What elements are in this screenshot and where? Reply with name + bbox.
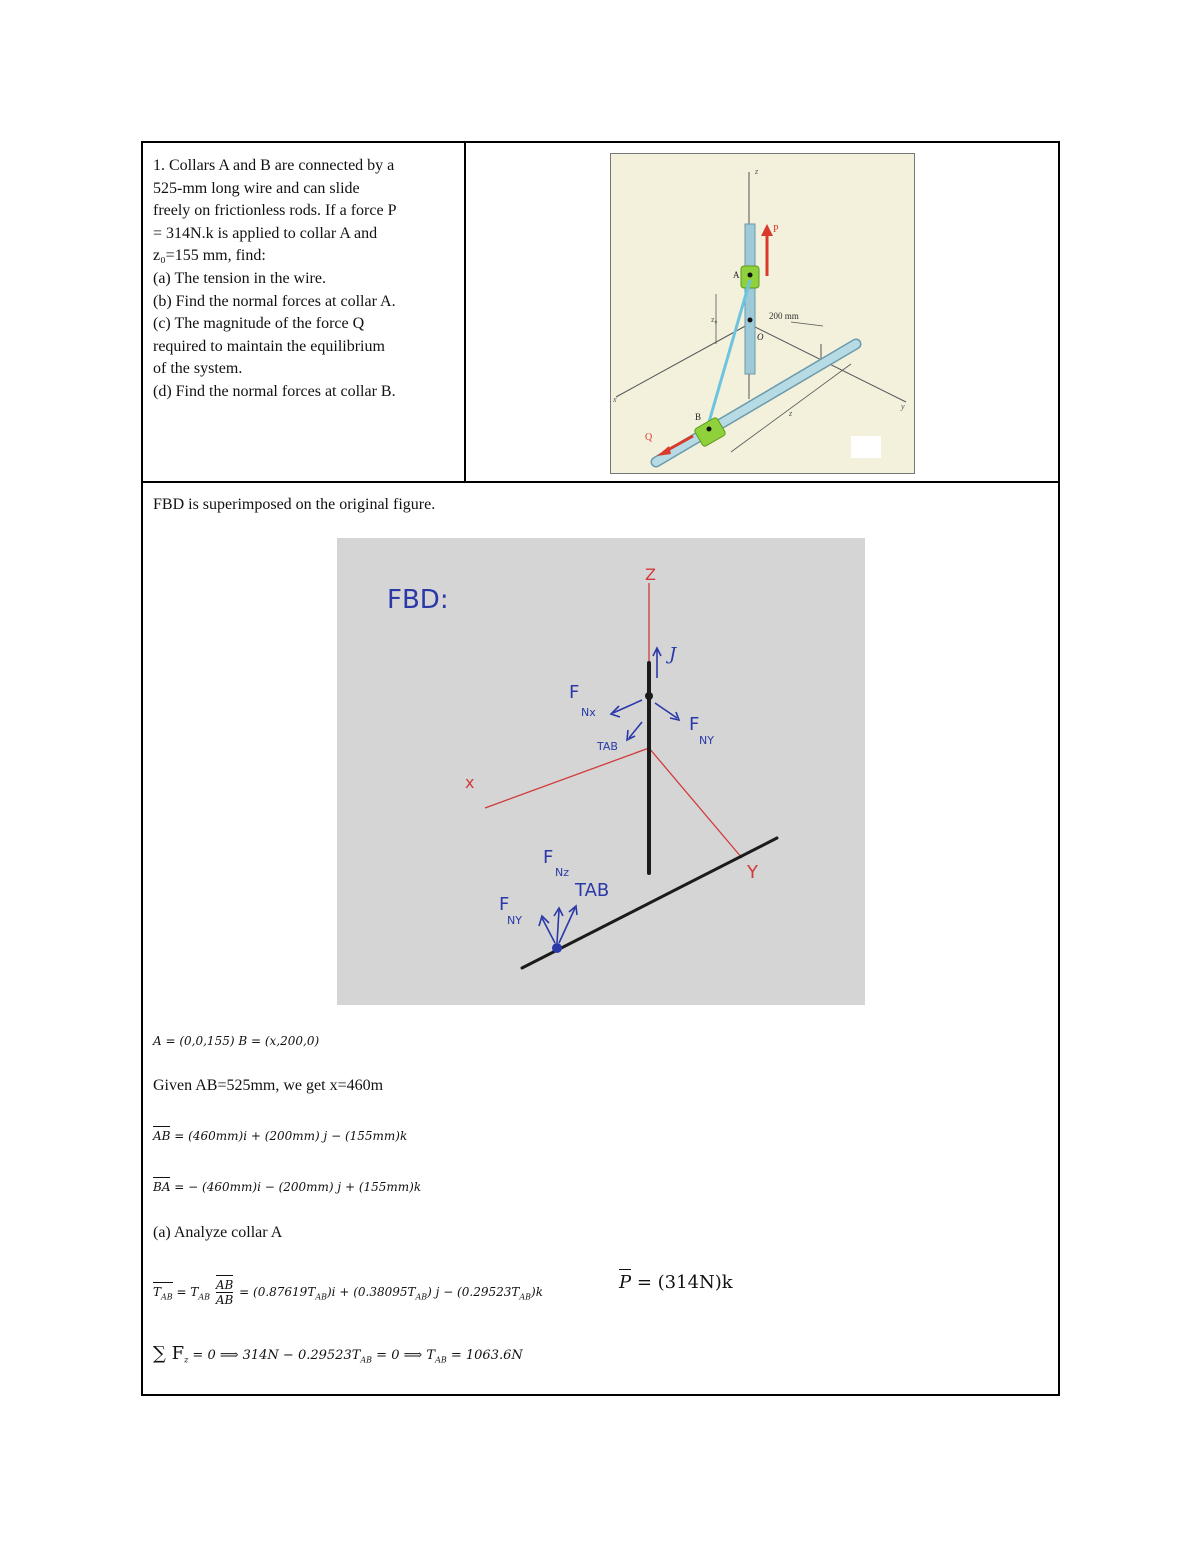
origin-label: O bbox=[757, 332, 764, 342]
collar-figure-svg bbox=[611, 154, 914, 473]
sum-rhs-1: = 0 ⟹ 314N − 0.29523T bbox=[188, 1348, 361, 1363]
force-p-label: P bbox=[773, 224, 779, 235]
fbd-tab-bottom-label: TAB bbox=[575, 880, 610, 901]
problem-line: 1. Collars A and B are connected by a bbox=[153, 157, 395, 174]
vector-ba-expr: = − (460mm)i − (200mm) j + (155mm)k bbox=[170, 1180, 422, 1194]
problem-table bbox=[141, 141, 1060, 1396]
fbd-svg bbox=[337, 538, 865, 1005]
part-a-heading: (a) Analyze collar A bbox=[153, 1224, 283, 1241]
tab-fraction bbox=[216, 1278, 233, 1307]
tab-fraction-num: AB bbox=[215, 1278, 234, 1292]
sum-rhs-2: = 0 ⟹ T bbox=[372, 1348, 436, 1363]
problem-line: required to maintain the equilibrium bbox=[153, 337, 385, 355]
fbd-fnx-sub: Nx bbox=[581, 706, 596, 719]
vector-ab-equation bbox=[153, 1129, 407, 1143]
tab-eq-subscript: AB bbox=[198, 1292, 211, 1302]
p-equation bbox=[619, 1272, 733, 1293]
horizontal-rod bbox=[656, 344, 856, 462]
tab-rhs-sub-3: AB bbox=[519, 1292, 532, 1302]
tab-rhs-2: )i + (0.38095T bbox=[326, 1285, 416, 1299]
wire-ab bbox=[709, 280, 750, 422]
problem-line: (d) Find the normal forces at collar B. bbox=[153, 382, 396, 400]
sum-rhs-sub-2: AB bbox=[435, 1355, 447, 1365]
coordinates-line: A = (0,0,155) B = (x,200,0) bbox=[153, 1034, 320, 1048]
fbd-fny2-sub: NY bbox=[507, 914, 522, 927]
vector-ba-equation bbox=[153, 1180, 421, 1194]
sum-fz-equation bbox=[153, 1343, 523, 1365]
collar-b-label: B bbox=[695, 412, 702, 422]
z0-label: z₀ bbox=[711, 315, 718, 324]
sum-rhs-3: = 1063.6N bbox=[446, 1348, 523, 1363]
problem-line: (a) The tension in the wire. bbox=[153, 269, 326, 287]
sum-subscript: z bbox=[184, 1355, 189, 1365]
fbd-y-label: Y bbox=[747, 862, 758, 883]
problem-statement bbox=[153, 155, 454, 404]
fbd-tab-top-label: TAB bbox=[597, 740, 618, 753]
fbd-fnz-label: F bbox=[543, 847, 554, 868]
fbd-fnx-label: F bbox=[569, 682, 580, 703]
problem-figure-cell bbox=[466, 143, 1058, 481]
tab-equation bbox=[153, 1278, 543, 1307]
vector-ab-expr: = (460mm)i + (200mm) j − (155mm)k bbox=[170, 1129, 408, 1143]
force-q-label: Q bbox=[645, 432, 653, 443]
problem-row bbox=[143, 143, 1058, 483]
problem-line: (b) Find the normal forces at collar A. bbox=[153, 292, 396, 310]
fbd-photo bbox=[337, 538, 865, 1005]
fbd-fny2-label: F bbox=[499, 894, 510, 915]
fbd-forces-b bbox=[539, 906, 577, 943]
sum-symbol: ∑ F bbox=[153, 1343, 185, 1364]
p-name: P bbox=[619, 1272, 632, 1293]
problem-line: 525-mm long wire and can slide bbox=[153, 179, 360, 197]
problem-line: of the system. bbox=[153, 360, 243, 378]
tab-rhs-sub-1: AB bbox=[315, 1292, 327, 1302]
vector-ab-name: AB bbox=[153, 1129, 171, 1143]
tab-rhs-1: = (0.87619T bbox=[235, 1285, 316, 1299]
sum-rhs-sub-1: AB bbox=[360, 1355, 373, 1365]
z-axis-label: z bbox=[755, 167, 759, 176]
fbd-x-label: x bbox=[465, 773, 475, 792]
fbd-title: FBD: bbox=[387, 585, 449, 615]
fbd-y-axis bbox=[649, 748, 742, 858]
problem-line: freely on frictionless rods. If a force P bbox=[153, 202, 397, 220]
fbd-caption: FBD is superimposed on the original figure. bbox=[153, 496, 436, 513]
fbd-j-label: J bbox=[669, 644, 677, 665]
tab-subscript: AB bbox=[161, 1292, 173, 1302]
tab-fraction-den: AB bbox=[215, 1293, 234, 1307]
fbd-fny-label: F bbox=[689, 714, 700, 735]
y-axis-label: y bbox=[901, 402, 905, 411]
tab-rhs-sub-2: AB bbox=[415, 1292, 428, 1302]
problem-line: (c) The magnitude of the force Q bbox=[153, 315, 365, 333]
collar-a-label: A bbox=[733, 270, 740, 280]
given-line: Given AB=525mm, we get x=460m bbox=[153, 1077, 384, 1094]
problem-line: z₀=155 mm, find: bbox=[153, 247, 266, 265]
tab-name bbox=[153, 1285, 173, 1301]
fbd-fny-sub: NY bbox=[699, 734, 714, 747]
problem-line: = 314N.k is applied to collar A and bbox=[153, 224, 378, 242]
collar-figure bbox=[610, 153, 915, 474]
vertical-rod bbox=[745, 224, 755, 374]
solution-row bbox=[143, 483, 1058, 1394]
vector-ba-name: BA bbox=[153, 1180, 171, 1194]
x-axis-label: x bbox=[613, 395, 617, 404]
dim-200mm-label: 200 mm bbox=[769, 311, 799, 321]
fbd-z-label: Z bbox=[645, 565, 656, 584]
p-expr: = (314N)k bbox=[631, 1272, 733, 1293]
fbd-x-axis bbox=[485, 748, 649, 808]
z-dimension-label: z bbox=[789, 409, 793, 418]
tab-eq-t: = T bbox=[172, 1285, 199, 1299]
problem-statement-cell bbox=[143, 143, 466, 481]
fbd-fnz-sub: Nz bbox=[555, 866, 570, 879]
tab-rhs-4: )k bbox=[531, 1285, 543, 1299]
tab-rhs-3: ) j − (0.29523T bbox=[427, 1285, 520, 1299]
tab-symbol: T bbox=[153, 1285, 162, 1299]
